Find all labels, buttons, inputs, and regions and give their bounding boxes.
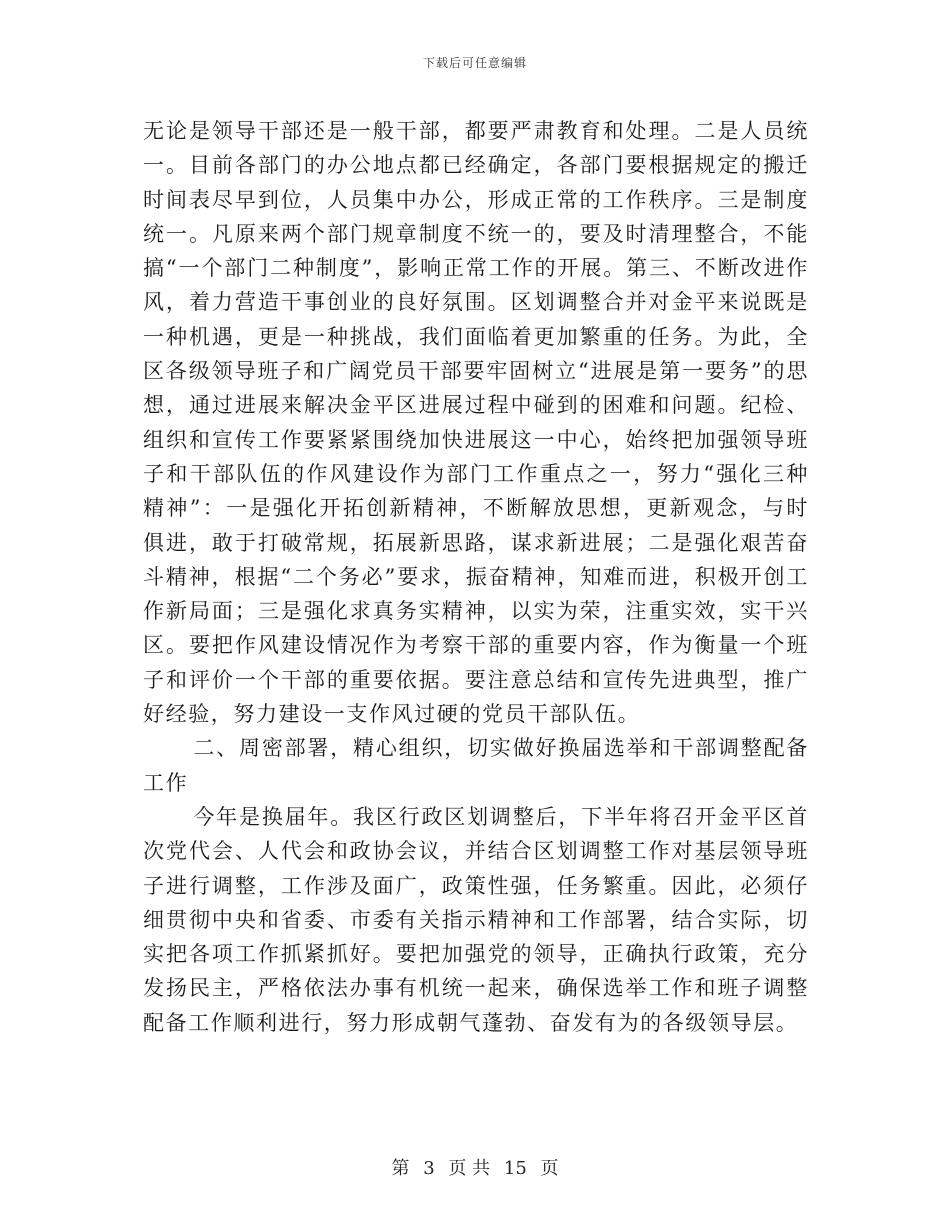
footer-total-pages: 15 — [503, 1158, 527, 1179]
page-header-note: 下载后可任意编辑 — [422, 56, 527, 70]
footer-current-page: 3 — [423, 1158, 435, 1179]
document-body — [143, 114, 809, 1040]
page-footer — [0, 1154, 950, 1180]
footer-middle: 页 共 — [448, 1158, 491, 1179]
footer-prefix: 第 — [391, 1158, 410, 1179]
footer-suffix: 页 — [540, 1158, 559, 1179]
section-heading: 二、周密部署，精心组织，切实做好换届选举和干部调整配备工作 — [143, 736, 809, 795]
paragraph: 今年是换届年。我区行政区划调整后，下半年将召开金平区首次党代会、人代会和政协会议，并结合区划调整工作对基层领导班子进行调整，工作涉及面广，政策性强，任务繁重。因此，必须仔细贯彻中央和省委、市委有关指示精神和工作部署，结合实际，切实把各项工作抓紧抓好。要把加强党的领导，正确执行政策，充分发扬民主，严格依法办事有机统一起来，确保选举工作和班子调整配备工作顺利进行，努力形成朝气蓬勃、奋发有为的各级领导层。 — [143, 804, 809, 1035]
paragraph-continued: 无论是领导干部还是一般干部，都要严肃教育和处理。二是人员统一。目前各部门的办公地点都已经确定，各部门要根据规定的搬迁时间表尽早到位，人员集中办公，形成正常的工作秩序。三是制度统一。凡原来两个部门规章制度不统一的，要及时清理整合，不能搞“一个部门二种制度”，影响正常工作的开展。第三、不断改进作风，着力营造干事创业的良好氛围。区划调整合并对金平来说既是一种机遇，更是一种挑战，我们面临着更加繁重的任务。为此，全区各级领导班子和广阔党员干部要牢固树立“进展是第一要务”的思想，通过进展来解决金平区进展过程中碰到的困难和问题。纪检、组织和宣传工作要紧紧围绕加快进展这一中心，始终把加强领导班子和干部队伍的作风建设作为部门工作重点之一，努力“强化三种精神”：一是强化开拓创新精神，不断解放思想，更新观念，与时俱进，敢于打破常规，拓展新思路，谋求新进展；二是强化艰苦奋斗精神，根据“二个务必”要求，振奋精神，知难而进，积极开创工作新局面；三是强化求真务实精神，以实为荣，注重实效，实干兴区。要把作风建设情况作为考察干部的重要内容，作为衡量一个班子和评价一个干部的重要依据。要注意总结和宣传先进典型，推广好经验，努力建设一支作风过硬的党员干部队伍。 — [143, 119, 810, 727]
